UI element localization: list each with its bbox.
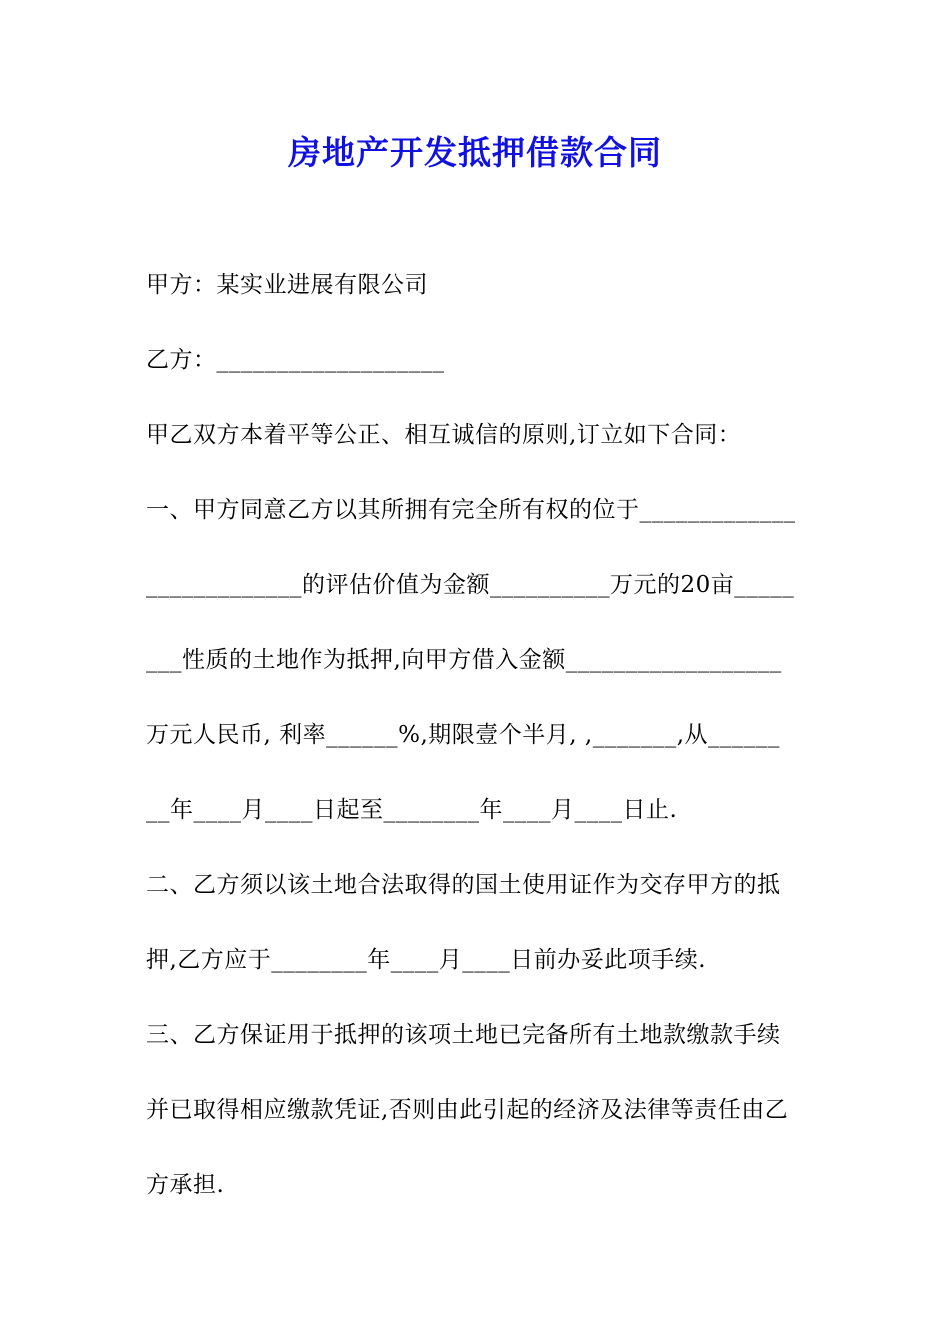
clause-3-line-2: 并已取得相应缴款凭证,否则由此引起的经济及法律等责任由乙 [146, 1097, 789, 1123]
clause-1-line-5: __年____月____日起至________年____月____日止. [146, 797, 678, 823]
clause-1-line-3: ___性质的土地作为抵押,向甲方借入金额__________________ [146, 647, 782, 673]
party-a-line: 甲方：某实业进展有限公司 [146, 272, 428, 298]
clause-1-line-4: 万元人民币, 利率______%,期限壹个半月, ,_______,从______ [146, 722, 781, 748]
party-b-line: 乙方：___________________ [146, 347, 445, 373]
clause-3-line-3: 方承担. [146, 1172, 225, 1198]
clause-3-line-1: 三、乙方保证用于抵押的该项土地已完备所有土地款缴款手续 [146, 1022, 781, 1048]
clause-1-line-2: _____________的评估价值为金额__________万元的20亩_____ [146, 572, 795, 598]
clause-2-line-2: 押,乙方应于________年____月____日前办妥此项手续. [146, 947, 707, 973]
clause-2-line-1: 二、乙方须以该土地合法取得的国土使用证作为交存甲方的抵 [146, 872, 781, 898]
preamble-line: 甲乙双方本着平等公正、相互诚信的原则,订立如下合同： [146, 422, 742, 448]
document-title: 房地产开发抵押借款合同 [288, 133, 662, 172]
clause-1-line-1: 一、甲方同意乙方以其所拥有完全所有权的位于_____________ [146, 497, 796, 523]
